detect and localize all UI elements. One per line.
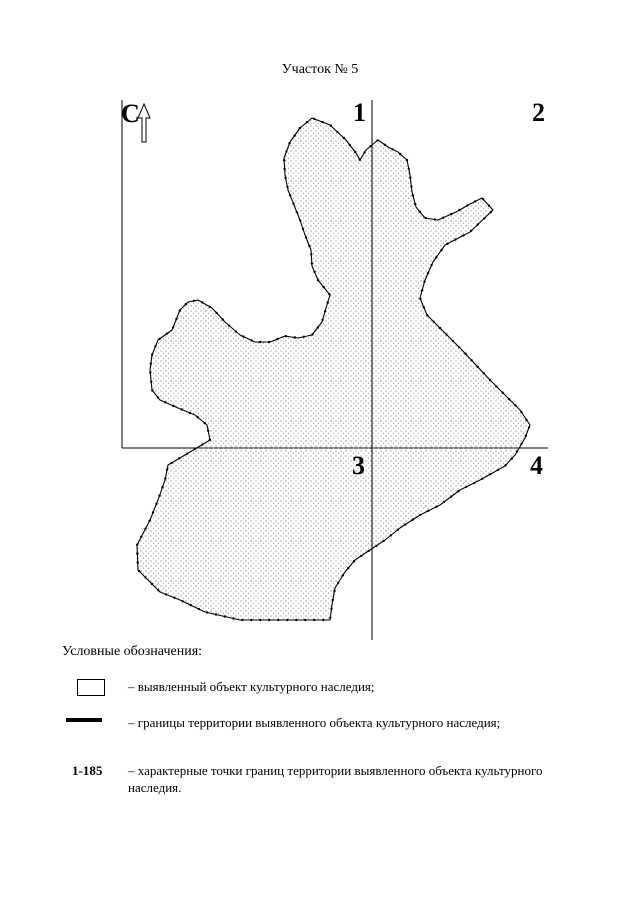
boundary-point [435, 506, 437, 508]
boundary-point [375, 545, 377, 547]
boundary-point [259, 619, 261, 621]
boundary-point [328, 293, 330, 295]
boundary-point [209, 306, 211, 308]
boundary-point [452, 340, 454, 342]
boundary-point [497, 469, 499, 471]
boundary-point [313, 118, 315, 120]
boundary-point [419, 298, 421, 300]
boundary-point [166, 332, 168, 334]
boundary-point [209, 439, 211, 441]
boundary-point [489, 473, 491, 475]
boundary-point [450, 495, 452, 497]
boundary-point [525, 435, 527, 437]
boundary-point [166, 469, 168, 471]
boundary-point [446, 243, 448, 245]
boundary-point [193, 300, 195, 302]
boundary-point [412, 194, 414, 196]
boundary-point [435, 256, 437, 258]
boundary-point [182, 600, 184, 602]
boundary-point [250, 619, 252, 621]
boundary-point [222, 318, 224, 320]
boundary-point [164, 401, 166, 403]
boundary-point [289, 194, 291, 196]
boundary-point [466, 204, 468, 206]
boundary-point [313, 271, 315, 273]
boundary-point [474, 200, 476, 202]
boundary-point [283, 159, 285, 161]
boundary-point [304, 619, 306, 621]
boundary-point [414, 203, 416, 205]
boundary-point [232, 617, 234, 619]
boundary-point [138, 570, 140, 572]
boundary-point [154, 345, 156, 347]
boundary-point [457, 490, 459, 492]
boundary-point [330, 125, 332, 127]
boundary-point [201, 301, 203, 303]
boundary-point [369, 145, 371, 147]
boundary-point [329, 617, 331, 619]
boundary-point [458, 346, 460, 348]
boundary-point [299, 127, 301, 129]
boundary-point [159, 338, 161, 340]
boundary-point [198, 608, 200, 610]
boundary-point [277, 619, 279, 621]
boundary-point [286, 186, 288, 188]
boundary-point [337, 582, 339, 584]
boundary-point [528, 426, 530, 428]
quadrant-2-label: 2 [532, 98, 545, 127]
boundary-point [342, 574, 344, 576]
boundary-point [186, 453, 188, 455]
boundary-point [149, 371, 151, 373]
boundary-point [502, 392, 504, 394]
boundary-point [489, 379, 491, 381]
boundary-point [423, 280, 425, 282]
boundary-point [148, 520, 150, 522]
boundary-point [412, 519, 414, 521]
boundary-point [363, 151, 365, 153]
boundary-point [322, 619, 324, 621]
boundary-point [321, 319, 323, 321]
boundary-point [343, 137, 345, 139]
boundary-point [178, 457, 180, 459]
boundary-point [434, 218, 436, 220]
boundary-point [151, 583, 153, 585]
boundary-point [477, 366, 479, 368]
boundary-point [470, 359, 472, 361]
boundary-point [285, 150, 287, 152]
boundary-point [224, 615, 226, 617]
boundary-point [144, 528, 146, 530]
boundary-point [157, 396, 159, 398]
boundary-point [215, 613, 217, 615]
boundary-point [157, 589, 159, 591]
boundary-point [152, 511, 154, 513]
boundary-point [323, 286, 325, 288]
boundary-point [368, 550, 370, 552]
boundary-point [268, 341, 270, 343]
boundary-point [144, 576, 146, 578]
boundary-point [483, 372, 485, 374]
north-label: С [121, 99, 140, 128]
boundary-point [464, 353, 466, 355]
boundary-point [161, 486, 163, 488]
boundary-point [336, 131, 338, 133]
boundary-point [295, 619, 297, 621]
quadrant-3-label: 3 [352, 451, 365, 480]
boundary-point [408, 168, 410, 170]
boundary-point [425, 217, 427, 219]
boundary-point [299, 219, 301, 221]
boundary-point [504, 464, 506, 466]
boundary-point [288, 142, 290, 144]
boundary-point [482, 198, 484, 200]
boundary-point [426, 314, 428, 316]
boundary-point [439, 327, 441, 329]
boundary-point [353, 560, 355, 562]
boundary-point [215, 312, 217, 314]
boundary-point [376, 139, 378, 141]
boundary-point [433, 321, 435, 323]
boundary-point [242, 335, 244, 337]
boundary-point [508, 398, 510, 400]
boundary-point [285, 335, 287, 337]
boundary-point [303, 336, 305, 338]
map-title: Участок № 5 [281, 62, 359, 77]
boundary-point [525, 419, 527, 421]
boundary-point [360, 555, 362, 557]
boundary-point [349, 144, 351, 146]
boundary-point [383, 540, 385, 542]
boundary-point [511, 457, 513, 459]
boundary-point [250, 339, 252, 341]
boundary-point [423, 306, 425, 308]
boundary-point [313, 619, 315, 621]
boundary-point [181, 408, 183, 410]
boundary-point [306, 121, 308, 123]
boundary-point [442, 217, 444, 219]
boundary-point [514, 404, 516, 406]
boundary-point [516, 450, 518, 452]
boundary-point [150, 380, 152, 382]
north-arrow-icon [138, 104, 150, 142]
boundary-point [165, 593, 167, 595]
boundary-point [158, 494, 160, 496]
boundary-point [410, 185, 412, 187]
boundary-point [164, 477, 166, 479]
boundary-point [419, 514, 421, 516]
boundary-point [470, 230, 472, 232]
boundary-point [397, 529, 399, 531]
boundary-point [172, 326, 174, 328]
boundary-point [151, 354, 153, 356]
boundary-point [427, 510, 429, 512]
boundary-point [354, 151, 356, 153]
boundary-point [204, 422, 206, 424]
boundary-point [151, 389, 153, 391]
boundary-point [173, 597, 175, 599]
boundary-point [170, 462, 172, 464]
boundary-point [302, 228, 304, 230]
legend-symbol-object [77, 679, 105, 696]
legend-heading: Условные обозначения: [62, 644, 203, 659]
quadrant-1-label: 1 [353, 98, 366, 127]
boundary-point [150, 363, 152, 365]
boundary-point [477, 223, 479, 225]
boundary-point [321, 121, 323, 123]
boundary-point [404, 523, 406, 525]
boundary-point [201, 443, 203, 445]
boundary-point [292, 203, 294, 205]
boundary-point [465, 486, 467, 488]
legend-symbol-boundary [66, 718, 102, 722]
boundary-point [462, 234, 464, 236]
boundary-point [137, 561, 139, 563]
boundary-point [294, 336, 296, 338]
boundary-point [175, 318, 177, 320]
boundary-point [409, 176, 411, 178]
boundary-point [483, 217, 485, 219]
boundary-point [190, 604, 192, 606]
boundary-point [197, 416, 199, 418]
boundary-point [283, 168, 285, 170]
boundary-point [490, 211, 492, 213]
boundary-point [427, 272, 429, 274]
boundary-point [317, 326, 319, 328]
boundary-point [207, 430, 209, 432]
boundary-point [259, 341, 261, 343]
boundary-point [390, 534, 392, 536]
boundary-point [445, 333, 447, 335]
boundary-point [293, 134, 295, 136]
legend-symbol-points: 1-185 [72, 763, 103, 778]
boundary-point [308, 245, 310, 247]
boundary-point [311, 262, 313, 264]
boundary-point [495, 385, 497, 387]
boundary-point [235, 330, 237, 332]
boundary-point [454, 238, 456, 240]
boundary-point [311, 333, 313, 335]
boundary-point [520, 443, 522, 445]
legend-text-boundary: – границы территории выявленного объекта культурного наследия; [128, 715, 501, 730]
boundary-point [179, 309, 181, 311]
boundary-point [310, 253, 312, 255]
boundary-point [520, 411, 522, 413]
boundary-point [305, 236, 307, 238]
boundary-point [399, 153, 401, 155]
boundary-point [473, 482, 475, 484]
boundary-point [359, 159, 361, 161]
boundary-point [228, 325, 230, 327]
boundary-point [347, 567, 349, 569]
boundary-point [155, 503, 157, 505]
heritage-site-area [137, 118, 530, 620]
boundary-point [185, 303, 187, 305]
boundary-point [136, 544, 138, 546]
boundary-point [458, 209, 460, 211]
boundary-point [443, 501, 445, 503]
boundary-point [430, 264, 432, 266]
boundary-point [140, 536, 142, 538]
boundary-point [384, 144, 386, 146]
boundary-point [189, 412, 191, 414]
boundary-point [333, 590, 335, 592]
boundary-point [450, 213, 452, 215]
boundary-point [327, 301, 329, 303]
boundary-point [206, 611, 208, 613]
boundary-point [391, 148, 393, 150]
boundary-point [330, 608, 332, 610]
boundary-point [488, 205, 490, 207]
quadrant-4-label: 4 [530, 451, 543, 480]
boundary-point [194, 448, 196, 450]
boundary-point [172, 405, 174, 407]
boundary-point [268, 619, 270, 621]
boundary-point [481, 478, 483, 480]
boundary-point [421, 289, 423, 291]
legend-text-object: – выявленный объект культурного наследия; [128, 679, 375, 694]
boundary-point [286, 619, 288, 621]
boundary-point [419, 211, 421, 213]
boundary-point [284, 177, 286, 179]
boundary-point [276, 338, 278, 340]
boundary-point [332, 599, 334, 601]
boundary-point [406, 159, 408, 161]
boundary-point [136, 552, 138, 554]
boundary-point [241, 619, 243, 621]
legend-text-points: – характерные точки границ территории выявленного объекта культурного наследия. [128, 763, 543, 795]
boundary-point [296, 211, 298, 213]
boundary-point [324, 310, 326, 312]
boundary-point [317, 279, 319, 281]
boundary-point [440, 249, 442, 251]
